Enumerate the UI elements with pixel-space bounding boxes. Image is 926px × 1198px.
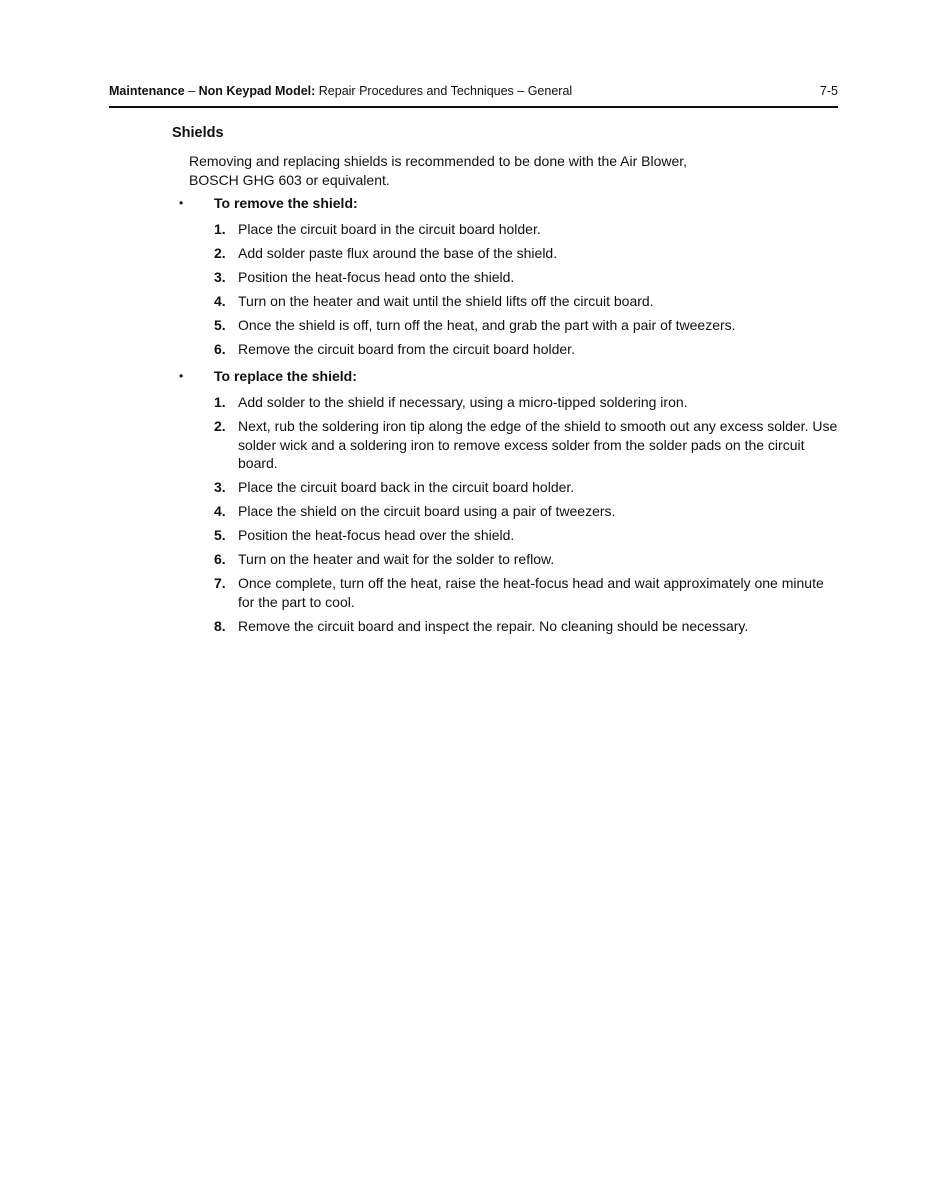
step-number: 2. xyxy=(214,418,226,434)
step-number: 6. xyxy=(214,341,226,357)
step-item xyxy=(214,617,842,636)
step-number: 8. xyxy=(214,617,226,634)
step-text: Add solder paste flux around the base of the shield. xyxy=(238,245,558,261)
remove-shield-section xyxy=(172,193,842,357)
step-number: 4. xyxy=(214,293,226,309)
section-title: Shields xyxy=(172,125,224,141)
step-number: 5. xyxy=(214,527,226,543)
replace-steps-list xyxy=(214,393,842,641)
step-text: Once the shield is off, turn off the heat, and grab the part with a pair of tweezers. xyxy=(238,317,736,333)
header-model: Non Keypad Model: xyxy=(198,84,316,98)
step-item xyxy=(214,393,842,412)
page-header xyxy=(109,82,838,100)
replace-shield-section xyxy=(172,366,842,634)
step-text: Add solder to the shield if necessary, using a micro-tipped soldering iron. xyxy=(238,394,688,410)
step-text: Position the heat-focus head onto the shield. xyxy=(238,269,515,285)
step-number: 3. xyxy=(214,269,226,285)
step-number: 7. xyxy=(214,575,226,591)
step-item xyxy=(214,244,842,263)
step-number: 3. xyxy=(214,479,226,495)
step-number: 2. xyxy=(214,245,226,261)
replace-shield-heading xyxy=(172,366,842,386)
step-text: Next, rub the soldering iron tip along the edge of the shield to smooth out any excess solder. Use solder wick and a soldering iron to remove excess solder from the solder pads on the circuit board. xyxy=(238,418,838,471)
header-subtitle: Repair Procedures and Techniques – General xyxy=(315,84,573,98)
remove-shield-colon: : xyxy=(353,195,358,211)
intro-line: Removing and replacing shields is recommended to be done with the Air Blower, xyxy=(189,153,688,169)
step-number: 6. xyxy=(214,551,226,567)
step-item xyxy=(214,502,842,521)
step-text: Remove the circuit board and inspect the repair. No cleaning should be necessary. xyxy=(238,617,749,634)
header-dash: – xyxy=(184,84,199,98)
step-number: 1. xyxy=(214,221,226,237)
step-number: 5. xyxy=(214,317,226,333)
replace-shield-title: To replace the shield: xyxy=(214,368,357,384)
step-text: Turn on the heater and wait for the solder to reflow. xyxy=(238,551,555,567)
step-item xyxy=(214,417,842,473)
header-chapter: Maintenance xyxy=(109,84,185,98)
intro-line: BOSCH GHG 603 or equivalent. xyxy=(189,171,390,188)
step-text: Turn on the heater and wait until the shield lifts off the circuit board. xyxy=(238,293,654,309)
step-text: Place the circuit board in the circuit board holder. xyxy=(238,221,541,237)
intro-paragraph xyxy=(189,152,829,189)
step-item xyxy=(214,574,842,611)
remove-shield-heading xyxy=(172,193,842,213)
header-divider xyxy=(109,106,838,108)
step-item xyxy=(214,268,842,287)
step-text: Position the heat-focus head over the shield. xyxy=(238,527,515,543)
remove-shield-title: To remove the shield xyxy=(214,195,353,211)
step-text: Once complete, turn off the heat, raise the heat-focus head and wait approximately one minute for the part to cool. xyxy=(238,575,824,610)
step-item xyxy=(214,550,842,569)
step-text: Place the circuit board back in the circuit board holder. xyxy=(238,479,575,495)
page-number: 7-5 xyxy=(819,84,838,98)
remove-steps-list xyxy=(214,220,842,364)
bullet-icon: • xyxy=(179,196,184,210)
step-item xyxy=(214,292,842,311)
step-number: 1. xyxy=(214,394,226,410)
step-item xyxy=(214,316,842,335)
step-text: Place the shield on the circuit board using a pair of tweezers. xyxy=(238,503,616,519)
step-text: Remove the circuit board from the circuit board holder. xyxy=(238,341,575,357)
step-item xyxy=(214,340,842,359)
step-item xyxy=(214,526,842,545)
step-number: 4. xyxy=(214,503,226,519)
header-title xyxy=(109,82,572,100)
bullet-icon: • xyxy=(179,369,184,383)
step-item xyxy=(214,220,842,239)
step-item xyxy=(214,478,842,497)
